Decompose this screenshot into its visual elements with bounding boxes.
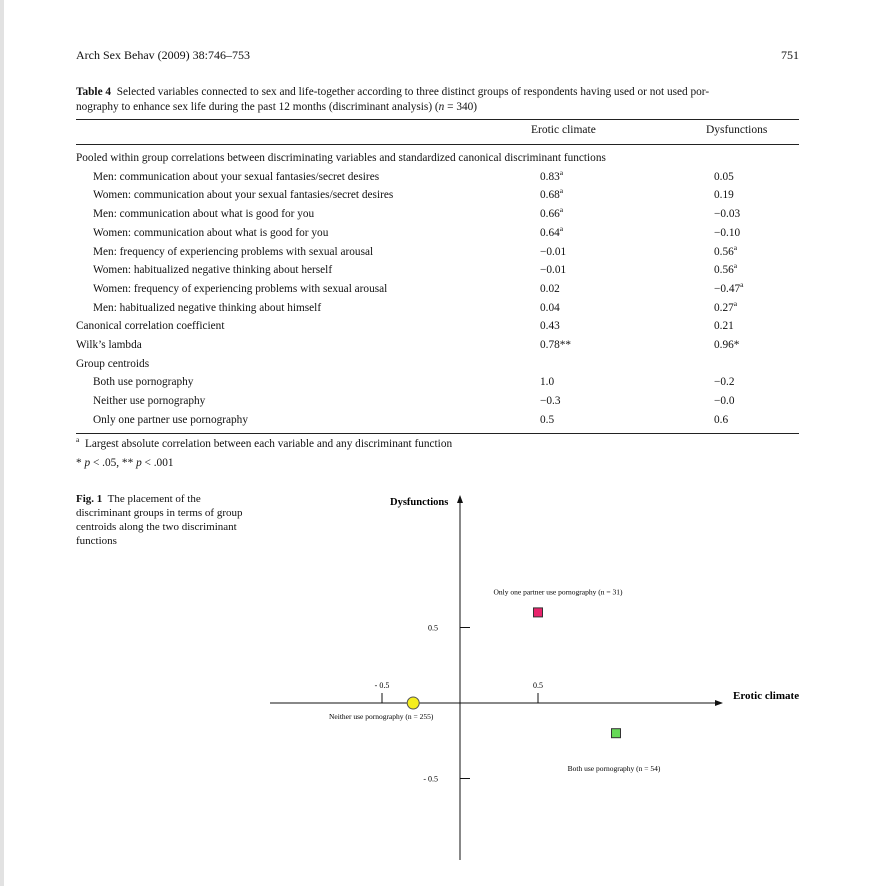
footnote-p: p — [84, 457, 91, 469]
x-axis-title: Erotic climate — [733, 690, 800, 702]
significance-mark: a — [740, 280, 744, 289]
y-tick-label: 0.5 — [428, 623, 438, 633]
x-tick-label: - 0.5 — [374, 681, 390, 690]
significance-mark: a — [733, 261, 738, 270]
footnote-a-mark: a — [76, 435, 80, 444]
significance-mark: a — [559, 224, 564, 233]
value-number: 0.66 — [540, 208, 560, 220]
y-tick-label: - 0.5 — [423, 774, 438, 784]
value-number: 0.04 — [540, 302, 560, 314]
footnote-threshold-2: < .001 — [141, 457, 174, 469]
value-number: 0.05 — [714, 171, 734, 183]
row-label: Women: communication about what is good for you — [93, 227, 329, 239]
centroid-label: Only one partner use pornography (n = 31) — [493, 587, 623, 597]
row-label: Men: communication about your sexual fantasies/secret desires — [93, 171, 380, 183]
value-erotic-climate: −0.3 — [540, 395, 561, 407]
value-dysfunctions: −0.0 — [714, 395, 735, 407]
value-erotic-climate: 0.43 — [540, 320, 560, 332]
value-number: −0.47 — [714, 283, 741, 295]
row-label: Women: frequency of experiencing problems with sexual arousal — [93, 283, 388, 295]
centroid-label: Both use pornography (n = 54) — [567, 764, 661, 774]
figure-label: Fig. 1 — [76, 493, 103, 505]
row-label: Canonical correlation coefficient — [76, 320, 225, 332]
row-label: Men: frequency of experiencing problems with sexual arousal — [93, 246, 374, 258]
footnote-p: p — [136, 457, 142, 469]
value-dysfunctions: 0.6 — [714, 414, 729, 426]
x-tick-label: 0.5 — [533, 681, 543, 690]
section-pooled-label: Pooled within group correlations between discriminating variables and standardized canonical discriminant functions — [76, 152, 606, 164]
centroid-marker-square — [612, 729, 621, 738]
page-number: 751 — [781, 48, 799, 62]
significance-mark: a — [733, 299, 738, 308]
y-axis-title: Dysfunctions — [390, 497, 449, 508]
column-header-dysfunctions: Dysfunctions — [706, 124, 768, 136]
table-caption-text-b: nography to enhance sex life during the past 12 months (discriminant analysis) ( — [76, 101, 439, 113]
value-number: 0.27 — [714, 302, 734, 314]
row-label: Wilk’s lambda — [76, 339, 142, 351]
value-number: 0.56 — [714, 246, 734, 258]
footnote-a-text: Largest absolute correlation between each variable and any discriminant function — [85, 438, 453, 450]
value-number: −0.01 — [540, 246, 567, 258]
value-dysfunctions: 0.21 — [714, 320, 734, 332]
significance-mark: a — [733, 243, 738, 252]
table-caption-text-a: Selected variables connected to sex and life-together according to three distinct groups of respondents having used or not used por- — [116, 86, 710, 98]
figure-caption-text: The placement of the discriminant groups in terms of group centroids along the two discriminant functions — [76, 493, 243, 547]
value-dysfunctions: −0.2 — [714, 376, 735, 388]
centroid-marker-square — [534, 608, 543, 617]
row-label: Neither use pornography — [93, 395, 206, 407]
row-label: Men: communication about what is good for you — [93, 208, 315, 220]
value-dysfunctions: 0.96* — [714, 339, 740, 351]
table-caption-n: n — [438, 101, 445, 113]
footnote-star: * — [76, 457, 85, 469]
row-label: Only one partner use pornography — [93, 414, 248, 426]
row-label: Men: habitualized negative thinking about himself — [93, 302, 322, 314]
value-number: 0.83 — [540, 171, 560, 183]
significance-mark: a — [559, 205, 564, 214]
value-number: 0.19 — [714, 189, 734, 201]
value-number: 0.02 — [540, 283, 560, 295]
value-number: −0.10 — [714, 227, 741, 239]
value-number: −0.03 — [714, 208, 741, 220]
section-centroids-label: Group centroids — [76, 358, 150, 370]
row-label: Women: habitualized negative thinking about herself — [93, 264, 333, 276]
centroid-marker-circle — [407, 697, 419, 709]
footnote-threshold-1: < .05, ** — [90, 457, 137, 469]
column-header-erotic-climate: Erotic climate — [531, 124, 596, 136]
value-number: 0.64 — [540, 227, 560, 239]
significance-mark: a — [559, 168, 564, 177]
value-erotic-climate: 0.5 — [540, 414, 555, 426]
row-label: Women: communication about your sexual fantasies/secret desires — [93, 189, 394, 201]
row-label: Both use pornography — [93, 376, 194, 388]
significance-mark: a — [559, 186, 564, 195]
value-erotic-climate: 1.0 — [540, 376, 555, 388]
centroid-label: Neither use pornography (n = 255) — [328, 712, 434, 721]
table-caption-text-c: = 340) — [444, 101, 478, 113]
table-label: Table 4 — [76, 86, 112, 98]
value-erotic-climate: 0.78** — [540, 339, 572, 351]
journal-reference: Arch Sex Behav (2009) 38:746–753 — [76, 48, 250, 62]
value-number: 0.56 — [714, 264, 734, 276]
value-number: 0.68 — [540, 189, 560, 201]
value-number: −0.01 — [540, 264, 567, 276]
